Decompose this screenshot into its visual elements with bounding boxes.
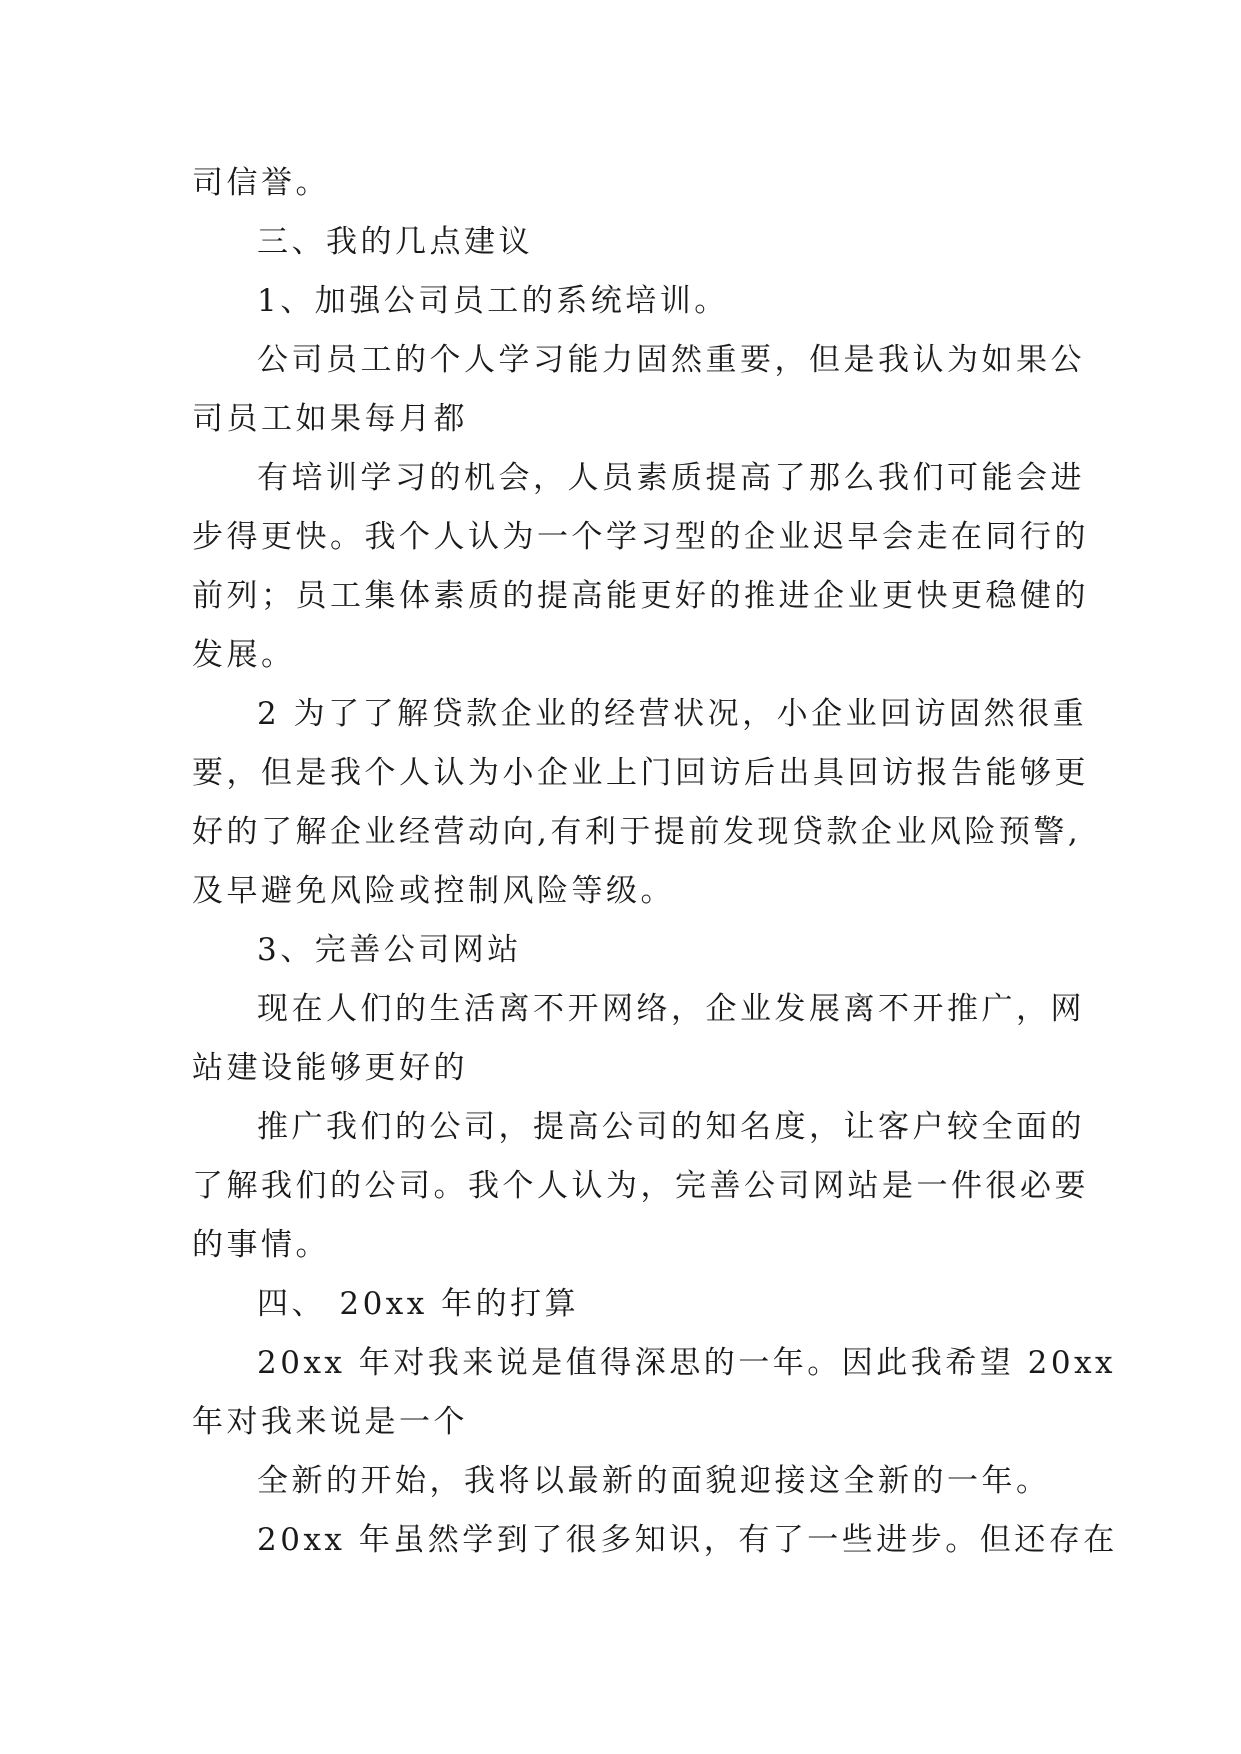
- text-line: 公司员工的个人学习能力固然重要，但是我认为如果公: [257, 342, 1085, 378]
- text-line: 年对我来说是一个: [192, 1404, 468, 1440]
- text-line: 司信誉。: [192, 165, 330, 201]
- text-line: 及早避免风险或控制风险等级。: [192, 873, 675, 909]
- text-line: 前列；员工集体素质的提高能更好的推进企业更快更稳健的: [192, 578, 1089, 614]
- section-heading: 四、 20xx 年的打算: [257, 1286, 580, 1322]
- document-body: [192, 154, 1118, 1570]
- text-line: 推广我们的公司，提高公司的知名度，让客户较全面的: [257, 1109, 1085, 1145]
- text-line: 站建设能够更好的: [192, 1050, 468, 1086]
- text-line: 要，但是我个人认为小企业上门回访后出具回访报告能够更: [192, 755, 1089, 791]
- suggestion-heading: 1、加强公司员工的系统培训。: [257, 283, 729, 319]
- text-line: 20xx 年对我来说是值得深思的一年。因此我希望 20xx: [257, 1345, 1117, 1381]
- section-heading: 三、我的几点建议: [257, 224, 533, 260]
- text-line: 步得更快。我个人认为一个学习型的企业迟早会走在同行的: [192, 519, 1089, 555]
- text-line: 司员工如果每月都: [192, 401, 468, 437]
- suggestion-heading: 3、完善公司网站: [257, 932, 522, 968]
- text-line: 20xx 年虽然学到了很多知识，有了一些进步。但还存在: [257, 1522, 1118, 1558]
- text-line: 了解我们的公司。我个人认为，完善公司网站是一件很必要: [192, 1168, 1089, 1204]
- suggestion-heading: 2 为了了解贷款企业的经营状况，小企业回访固然很重: [257, 696, 1088, 732]
- text-line: 现在人们的生活离不开网络，企业发展离不开推广，网: [257, 991, 1085, 1027]
- text-line: 有培训学习的机会，人员素质提高了那么我们可能会进: [257, 460, 1085, 496]
- text-line: 全新的开始，我将以最新的面貌迎接这全新的一年。: [257, 1463, 1051, 1499]
- text-line: 的事情。: [192, 1227, 330, 1263]
- text-line: 发展。: [192, 637, 296, 673]
- text-line: 好的了解企业经营动向,有利于提前发现贷款企业风险预警,: [192, 814, 1082, 850]
